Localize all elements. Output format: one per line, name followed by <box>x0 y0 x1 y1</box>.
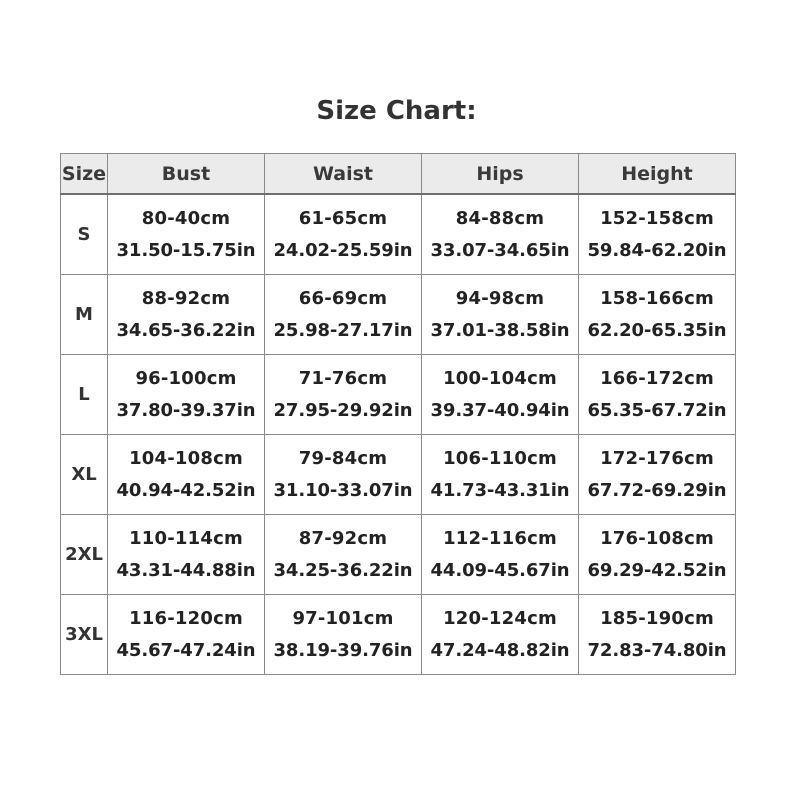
waist-cm: 79-84cm <box>298 448 388 469</box>
height-cm: 176-108cm <box>600 528 714 549</box>
bust-cm: 104-108cm <box>129 448 243 469</box>
table-row <box>61 515 736 595</box>
table-row <box>61 595 736 675</box>
hips-cm: 94-98cm <box>455 288 545 309</box>
height-cell <box>579 194 736 275</box>
waist-in: 38.19-39.76in <box>273 640 413 661</box>
bust-in: 45.67-47.24in <box>116 640 256 661</box>
header-bust: Bust <box>108 154 265 195</box>
bust-cm: 80-40cm <box>141 208 231 229</box>
waist-in: 27.95-29.92in <box>273 400 413 421</box>
waist-cell <box>265 515 422 595</box>
header-waist: Waist <box>265 154 422 195</box>
hips-cell <box>422 435 579 515</box>
bust-in: 34.65-36.22in <box>116 320 256 341</box>
bust-cell <box>108 595 265 675</box>
waist-cell <box>265 435 422 515</box>
bust-cell <box>108 435 265 515</box>
hips-in: 44.09-45.67in <box>430 560 570 581</box>
waist-in: 24.02-25.59in <box>273 240 413 261</box>
hips-in: 47.24-48.82in <box>430 640 570 661</box>
waist-in: 31.10-33.07in <box>273 480 413 501</box>
table-row <box>61 435 736 515</box>
page-title: Size Chart: <box>316 96 477 126</box>
hips-cm: 112-116cm <box>443 528 557 549</box>
hips-in: 41.73-43.31in <box>430 480 570 501</box>
size-chart-table <box>60 153 736 675</box>
height-cm: 185-190cm <box>600 608 714 629</box>
hips-cell <box>422 515 579 595</box>
height-in: 69.29-42.52in <box>587 560 727 581</box>
bust-cell <box>108 515 265 595</box>
waist-cm: 87-92cm <box>298 528 388 549</box>
height-cell <box>579 355 736 435</box>
height-cell <box>579 275 736 355</box>
hips-cm: 100-104cm <box>443 368 557 389</box>
height-cell <box>579 515 736 595</box>
hips-cell <box>422 194 579 275</box>
table-row <box>61 275 736 355</box>
height-in: 62.20-65.35in <box>587 320 727 341</box>
hips-cell <box>422 595 579 675</box>
size-label: S <box>61 194 108 275</box>
height-cell <box>579 595 736 675</box>
size-label: 3XL <box>61 595 108 675</box>
height-cell <box>579 435 736 515</box>
waist-cell <box>265 275 422 355</box>
bust-cm: 116-120cm <box>129 608 243 629</box>
size-label: XL <box>61 435 108 515</box>
hips-in: 33.07-34.65in <box>430 240 570 261</box>
table-row <box>61 355 736 435</box>
bust-in: 37.80-39.37in <box>116 400 256 421</box>
hips-in: 39.37-40.94in <box>430 400 570 421</box>
waist-cm: 71-76cm <box>298 368 388 389</box>
height-in: 67.72-69.29in <box>587 480 727 501</box>
waist-cm: 61-65cm <box>298 208 388 229</box>
hips-cm: 84-88cm <box>455 208 545 229</box>
height-in: 59.84-62.20in <box>587 240 727 261</box>
waist-cm: 66-69cm <box>298 288 388 309</box>
hips-in: 37.01-38.58in <box>430 320 570 341</box>
height-in: 72.83-74.80in <box>587 640 727 661</box>
waist-in: 34.25-36.22in <box>273 560 413 581</box>
height-cm: 166-172cm <box>600 368 714 389</box>
height-in: 65.35-67.72in <box>587 400 727 421</box>
bust-in: 40.94-42.52in <box>116 480 256 501</box>
size-label: M <box>61 275 108 355</box>
size-label: 2XL <box>61 515 108 595</box>
header-row <box>61 154 736 195</box>
bust-cm: 96-100cm <box>135 368 237 389</box>
bust-in: 43.31-44.88in <box>116 560 256 581</box>
hips-cm: 120-124cm <box>443 608 557 629</box>
bust-in: 31.50-15.75in <box>116 240 256 261</box>
bust-cm: 88-92cm <box>141 288 231 309</box>
bust-cell <box>108 355 265 435</box>
size-label: L <box>61 355 108 435</box>
height-cm: 158-166cm <box>600 288 714 309</box>
header-hips: Hips <box>422 154 579 195</box>
waist-cm: 97-101cm <box>292 608 394 629</box>
waist-cell <box>265 595 422 675</box>
height-cm: 152-158cm <box>600 208 714 229</box>
table-row <box>61 194 736 275</box>
hips-cell <box>422 275 579 355</box>
header-height: Height <box>579 154 736 195</box>
bust-cell <box>108 275 265 355</box>
waist-in: 25.98-27.17in <box>273 320 413 341</box>
bust-cm: 110-114cm <box>129 528 243 549</box>
bust-cell <box>108 194 265 275</box>
header-size: Size <box>61 154 108 195</box>
waist-cell <box>265 355 422 435</box>
hips-cm: 106-110cm <box>443 448 557 469</box>
height-cm: 172-176cm <box>600 448 714 469</box>
hips-cell <box>422 355 579 435</box>
waist-cell <box>265 194 422 275</box>
